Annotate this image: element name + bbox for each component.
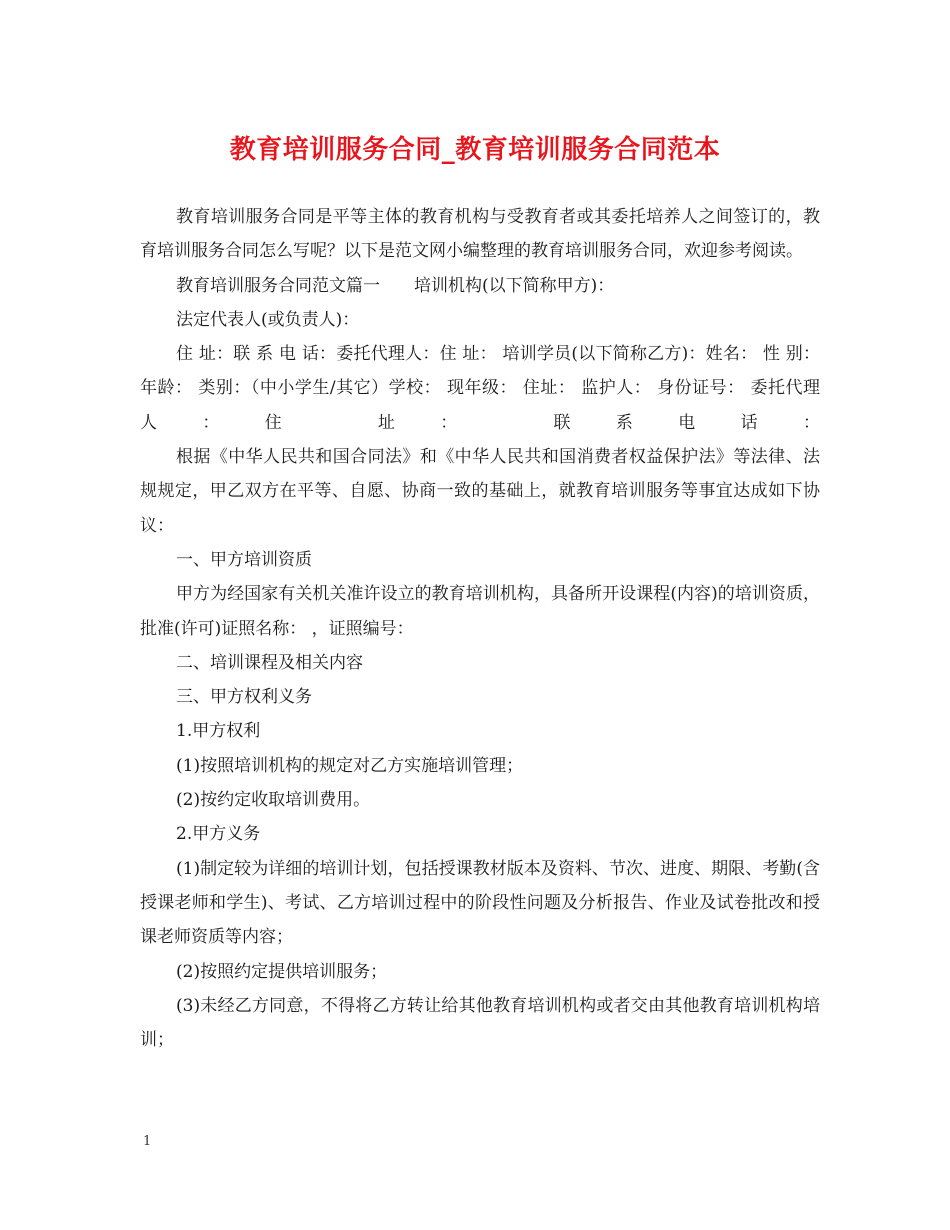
- rights-item-1: (1)按照培训机构的规定对乙方实施培训管理；: [176, 755, 524, 776]
- contract-heading: 教育培训服务合同范文篇一 培训机构(以下简称甲方)：: [176, 275, 615, 296]
- party-info-fields: 住 址：联 系 电 话：委托代理人：住 址： 培训学员(以下简称乙方)：姓名： 性 别： 年龄： 类别：（中小学生/其它）学校： 现年级： 住址： 监护人： 身份证号： 委托代理人：住 址： 联系电话：: [140, 344, 820, 433]
- legal-basis-paragraph: 根据《中华人民共和国合同法》和《中华人民共和国消费者权益保护法》等法律、法规规定，甲乙双方在平等、自愿、协商一致的基础上，就教育培训服务等事宜达成如下协议：: [140, 447, 820, 536]
- rights-item-2: (2)按约定收取培训费用。: [176, 790, 371, 811]
- subsection-heading-obligations: 2.甲方义务: [176, 824, 261, 845]
- subsection-heading-rights: 1.甲方权利: [176, 721, 261, 742]
- intro-paragraph: 教育培训服务合同是平等主体的教育机构与受教育者或其委托培养人之间签订的，教育培训服务合同怎么写呢？以下是范文网小编整理的教育培训服务合同，欢迎参考阅读。: [140, 207, 820, 262]
- page-number: 1: [143, 1134, 152, 1149]
- section-heading-3: 三、甲方权利义务: [176, 687, 312, 708]
- obligation-item-1: (1)制定较为详细的培训计划，包括授课教材版本及资料、节次、进度、期限、考勤(含授课老师和学生)、考试、乙方培训过程中的阶段性问题及分析报告、作业及试卷批改和授课老师资质等内容；: [140, 858, 820, 948]
- document-title: 教育培训服务合同_教育培训服务合同范本: [229, 135, 721, 165]
- obligation-item-3: (3)未经乙方同意，不得将乙方转让给其他教育培训机构或者交由其他教育培训机构培训；: [140, 995, 820, 1051]
- section-heading-1: 一、甲方培训资质: [176, 549, 312, 570]
- obligation-item-2: (2)按照约定提供培训服务；: [176, 961, 388, 982]
- qualification-paragraph: 甲方为经国家有关机关准许设立的教育培训机构，具备所开设课程(内容)的培训资质，批准(许可)证照名称： ，证照编号：: [140, 584, 820, 639]
- document-body: [140, 200, 820, 1057]
- section-heading-2: 二、培训课程及相关内容: [176, 652, 363, 673]
- legal-representative-line: 法定代表人(或负责人)：: [176, 309, 360, 330]
